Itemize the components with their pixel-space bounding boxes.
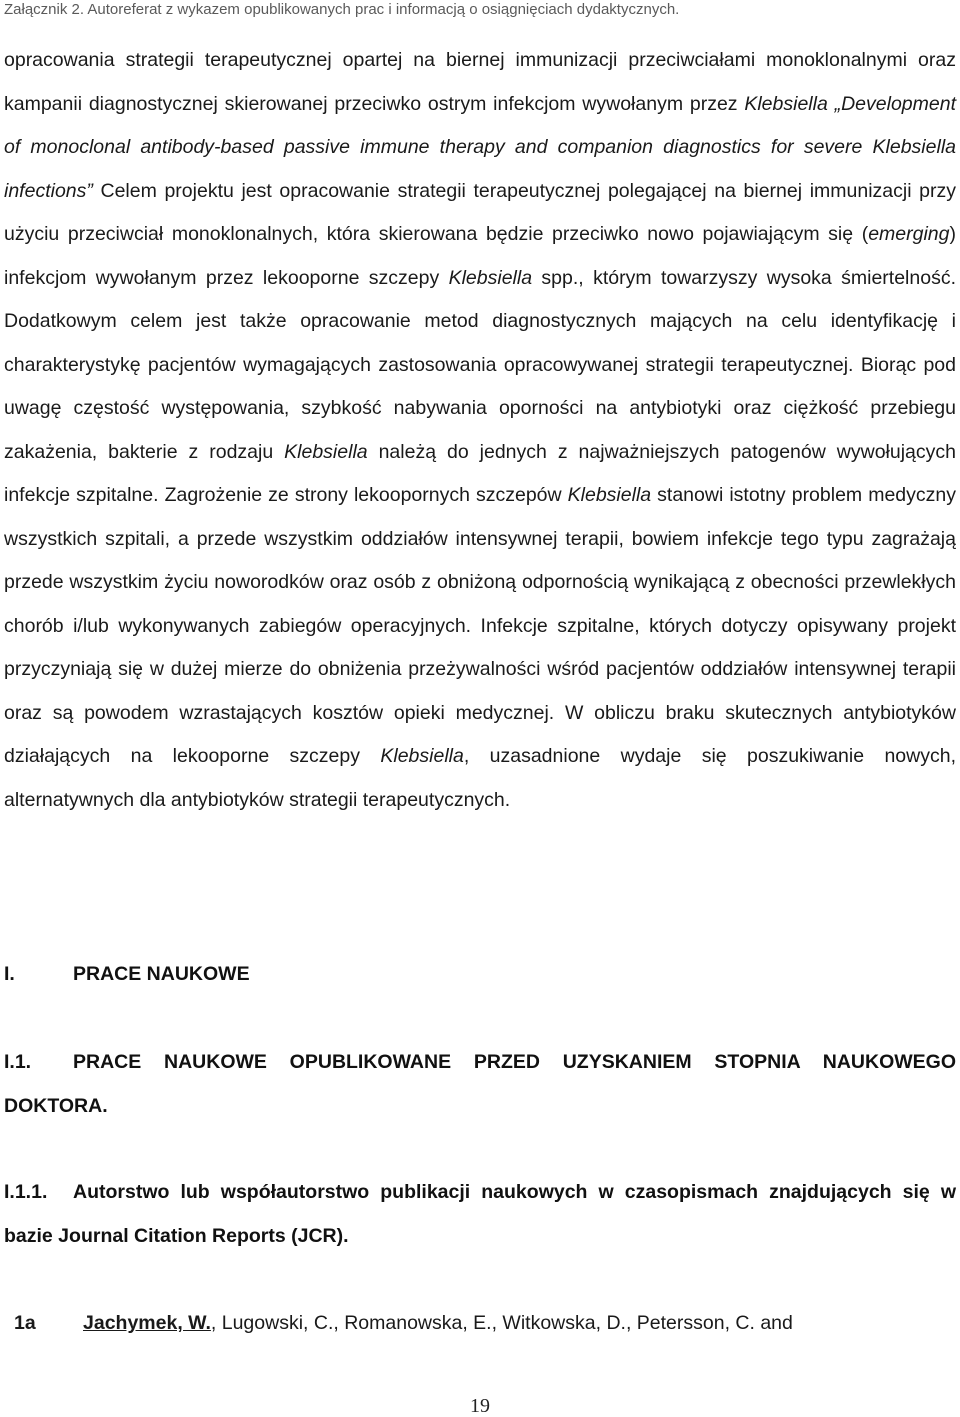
body-text-run: stanowi istotny problem medyczny wszystkich szpitali, a przede wszystkim oddziałów intensywnej terapii, bowiem infekcje tego typu zagrażają przede wszystkim życiu noworodków oraz osób z obniżoną odpornością wynikającą z obecności przewlekłych chorób i/lub wykonywanych zabiegów operacyjnych. Infekcje szpitalne, których dotyczy opisywany projekt przyczyniają się w dużej mierze do obniżenia przeżywalności wśród pacjentów oddziałów intensywnej terapii oraz są powodem wzrastających kosztów opieki medycznej. W obliczu braku skutecznych antybiotyków działających na lekooporne szczepy bbox=[4, 484, 956, 767]
body-italic-run: Klebsiella bbox=[567, 484, 652, 506]
publication-entry bbox=[4, 1302, 956, 1346]
document-header: Załącznik 2. Autoreferat z wykazem opublikowanych prac i informacją o osiągnięciach dydaktycznych. bbox=[4, 1, 680, 18]
section-number: I.1.1. bbox=[4, 1181, 48, 1203]
publication-number: 1a bbox=[14, 1312, 36, 1334]
section-title: PRACE NAUKOWE OPUBLIKOWANE PRZED UZYSKANIEM STOPNIA NAUKOWEGO DOKTORA. bbox=[4, 1051, 956, 1117]
body-italic-run: Klebsiella bbox=[284, 440, 368, 463]
body-italic-run: Klebsiella „Development of monoclonal antibody-based passive immune therapy and companion diagnostics for severe Klebsiella infections” bbox=[4, 92, 956, 202]
section-title: Autorstwo lub współautorstwo publikacji naukowych w czasopismach znajdujących się w bazie Journal Citation Reports (JCR). bbox=[4, 1181, 956, 1247]
body-text-run: , uzasadnione wydaje się poszukiwanie nowych, alternatywnych dla antybiotyków strategii terapeutycznych. bbox=[4, 745, 956, 811]
section-title: PRACE NAUKOWE bbox=[73, 963, 250, 985]
body-paragraph bbox=[4, 39, 956, 822]
body-text-run: spp., którym towarzyszy wysoka śmiertelność. Dodatkowym celem jest także opracowanie metod diagnostycznych mających na celu identyfikację i charakterystykę pacjentów wymagających zastosowania opracowywanej strategii terapeutycznej. Biorąc pod uwagę częstość występowania, szybkość nabywania oporności na antybiotyki oraz ciężkość przebiegu zakażenia, bakterie z rodzaju bbox=[4, 266, 956, 463]
section-heading-1-1 bbox=[4, 1041, 956, 1128]
section-heading-1-1-1 bbox=[4, 1171, 956, 1258]
body-text-run: ) infekcjom wywołanym przez lekooporne szczepy bbox=[4, 223, 956, 289]
publication-main-author: Jachymek, W. bbox=[83, 1312, 211, 1334]
body-italic-run: emerging bbox=[868, 223, 950, 245]
body-text-run: opracowania strategii terapeutycznej opartej na biernej immunizacji przeciwciałami monoklonalnymi oraz kampanii diagnostycznej skierowanej przeciwko ostrym infekcjom wywołanym przez bbox=[4, 49, 956, 115]
page-number: 19 bbox=[470, 1395, 490, 1417]
body-text-run: Celem projektu jest opracowanie strategii terapeutycznej polegającej na biernej immunizacji przy użyciu przeciwciał monoklonalnych, która skierowana będzie przeciwko nowo pojawiającym się ( bbox=[4, 179, 956, 245]
section-number: I.1. bbox=[4, 1051, 32, 1073]
section-number: I. bbox=[4, 963, 15, 985]
body-italic-run: Klebsiella bbox=[448, 266, 533, 289]
body-text-run: należą do jednych z najważniejszych patogenów wywołujących infekcje szpitalne. Zagrożenie ze strony lekoopornych szczepów bbox=[4, 440, 956, 506]
body-italic-run: Klebsiella bbox=[380, 745, 464, 767]
section-heading-1 bbox=[4, 953, 956, 997]
publication-coauthors: , Lugowski, C., Romanowska, E., Witkowska, D., Petersson, C. and bbox=[210, 1312, 793, 1334]
